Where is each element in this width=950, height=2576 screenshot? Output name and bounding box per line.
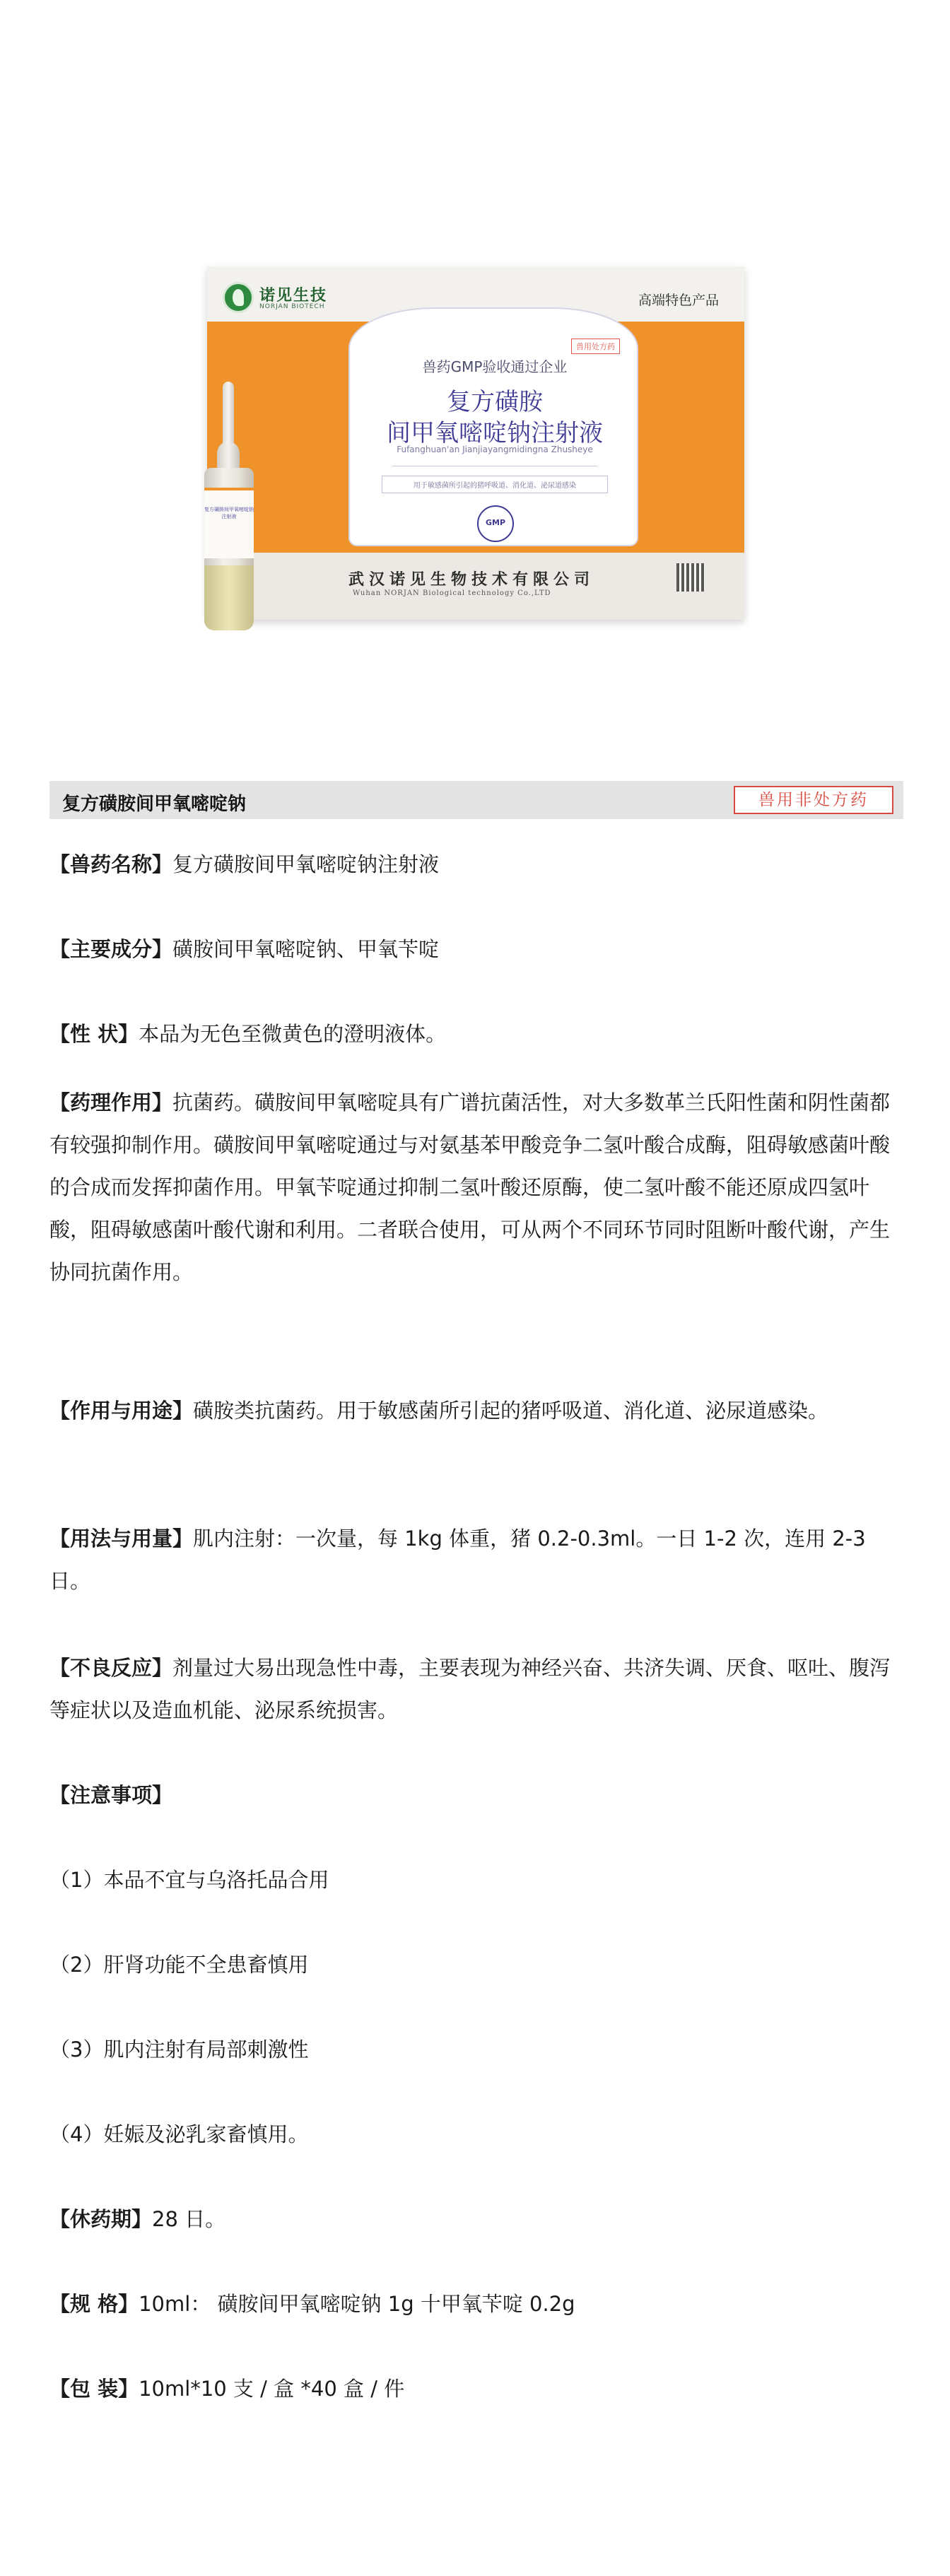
list-item: （4）妊娠及泌乳家畜慎用。 [49,2122,309,2146]
list-item: （1）本品不宜与乌洛托品合用 [49,1868,329,1892]
field-ingredients: 【主要成分】磺胺间甲氧嘧啶钠、甲氧苄啶 [49,937,440,961]
brand-logo-icon [223,282,254,313]
product-name-line1: 复方磺胺 [447,388,543,416]
field-precautions-heading: 【注意事项】 [49,1783,173,1807]
brand-name-en: NORJAN BIOTECH [259,303,325,310]
field-dosage: 【用法与用量】肌内注射：一次量，每 1kg 体重，猪 0.2-0.3ml。一日 1-2 次，连用 2-3 日。 [49,1527,866,1593]
box-label [348,307,638,546]
field-appearance: 【性 状】本品为无色至微黄色的澄明液体。 [49,1022,447,1046]
otc-badge: 兽用非处方药 [734,786,893,814]
ampoule-label: 复方磺胺间甲氧嘧啶钠注射液 [204,488,254,558]
gmp-badge-icon: GMP [477,505,514,542]
product-photo [0,0,950,763]
qr-code-icon [676,563,705,592]
ampoule-vial [201,382,257,633]
list-item: （3）肌内注射有局部刺激性 [49,2037,309,2062]
box-rx-tag: 兽用处方药 [571,339,620,354]
product-name-line2: 间甲氧嘧啶钠注射液 [387,419,603,447]
product-box [207,266,744,620]
brand-name: 诺见生技 [259,287,328,305]
section-title-bar [49,781,903,819]
gmp-line: 兽药GMP验收通过企业 [422,358,568,375]
field-specification: 【规 格】10ml： 磺胺间甲氧嘧啶钠 1g 十甲氧苄啶 0.2g [49,2292,575,2316]
field-withdrawal: 【休药期】28 日。 [49,2207,226,2231]
manufacturer-name-en: Wuhan NORJAN Biological technology Co.,LTD [353,589,551,597]
page-title: 复方磺胺间甲氧嘧啶钠 [62,794,247,815]
field-usage: 【作用与用途】磺胺类抗菌药。用于敏感菌所引起的猪呼吸道、消化道、泌尿道感染。 [49,1399,829,1423]
product-pinyin: Fufanghuan'an Jianjiayangmidingna Zhusheye [397,445,593,454]
field-drug-name: 【兽药名称】复方磺胺间甲氧嘧啶钠注射液 [49,852,440,876]
box-slogan: 高端特色产品 [638,293,719,308]
box-indication: 用于敏感菌所引起的猪呼吸道、消化道、泌尿道感染 [382,476,608,493]
field-package: 【包 装】10ml*10 支 / 盒 *40 盒 / 件 [49,2377,405,2401]
field-pharmacology: 【药理作用】抗菌药。磺胺间甲氧嘧啶具有广谱抗菌活性，对大多数革兰氏阳性菌和阴性菌都有较强抑制作用。磺胺间甲氧嘧啶通过与对氨基苯甲酸竞争二氢叶酸合成酶，阻碍敏感菌叶酸 的合成而发挥抑菌作用。甲氧苄啶通过抑制二氢叶酸还原酶，使二氢叶酸不能还原成四氢叶酸，阻碍敏感菌叶酸代谢和利用。二者联合使用，可从两个不同环节同时阻断叶酸代谢，产生协同抗菌作用。 [49,1090,891,1284]
field-adverse-reactions: 【不良反应】剂量过大易出现急性中毒，主要表现为神经兴奋、共济失调、厌食、呕吐、腹泻等症状以及造血机能、泌尿系统损害。 [49,1656,891,1722]
manufacturer-name: 武汉诺见生物技术有限公司 [348,570,595,589]
list-item: （2）肝肾功能不全患畜慎用 [49,1953,309,1977]
